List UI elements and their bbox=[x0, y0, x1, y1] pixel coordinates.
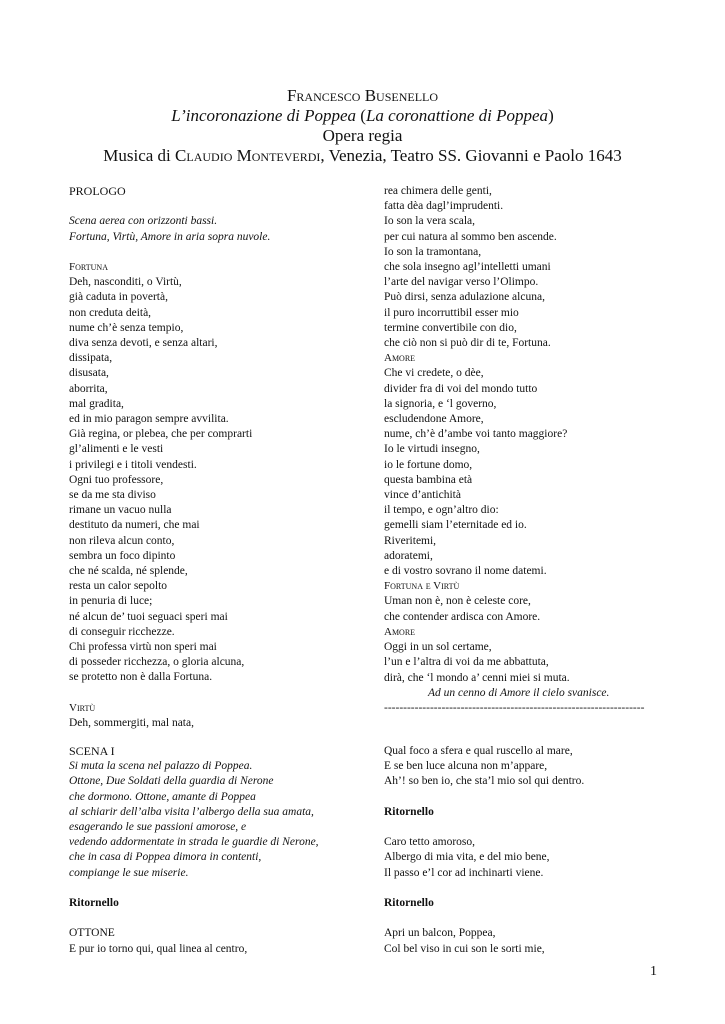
verse-line: il puro incorruttibil esser mio bbox=[384, 306, 519, 319]
stage-direction: Ad un cenno di Amore il cielo svanisce. bbox=[428, 686, 610, 699]
verse-line: il tempo, e ogn’altro dio: bbox=[384, 504, 499, 517]
verse-line: dissipata, bbox=[69, 352, 113, 365]
verse-line: Ottone, Due Soldati della guardia di Nerone bbox=[69, 775, 274, 788]
verse-line: questa bambina età bbox=[384, 473, 473, 486]
verse-line: nume ch’è senza tempio, bbox=[69, 321, 184, 334]
composer-name: Claudio Monteverdi bbox=[175, 146, 321, 165]
verse-line: rea chimera delle genti, bbox=[384, 185, 492, 197]
verse-line: aborrita, bbox=[69, 382, 108, 395]
author-line bbox=[0, 86, 725, 106]
ottone-verse-2 bbox=[384, 835, 674, 881]
verse-line: in penuria di luce; bbox=[69, 595, 153, 608]
verse-line: di posseder ricchezza, o gloria alcuna, bbox=[69, 656, 245, 669]
verse-line: Chi professa virtù non speri mai bbox=[69, 641, 217, 654]
author-first-name: Francesco bbox=[286, 86, 361, 105]
prologo-heading: PROLOGO bbox=[69, 184, 126, 198]
verse-line: ed in mio paragon sempre avvilita. bbox=[69, 413, 229, 426]
verse-line: Può dirsi, senza adulazione alcuna, bbox=[384, 291, 545, 304]
verse-line: Già regina, or plebea, che per comprarti bbox=[69, 428, 253, 441]
verse-line: al schiarir dell’alba visita l’albergo della sua amata, bbox=[69, 805, 314, 818]
verse-line: Deh, sommergiti, mal nata, bbox=[69, 717, 194, 730]
verse-line: compiange le sue miserie. bbox=[69, 866, 189, 879]
verse-line: di conseguir ricchezze. bbox=[69, 625, 175, 638]
verse-line: Apri un balcon, Poppea, bbox=[384, 927, 496, 940]
page-number: 1 bbox=[650, 964, 657, 979]
verse-line: non rileva alcun conto, bbox=[69, 534, 175, 547]
verse-line: rimane un vacuo nulla bbox=[69, 504, 172, 517]
verse-line: Si muta la scena nel palazzo di Poppea. bbox=[69, 760, 253, 773]
fortuna-verse bbox=[69, 275, 369, 685]
verse-line: divider fra di voi del mondo tutto bbox=[384, 382, 538, 395]
stage-direction: Scena aerea con orizzonti bassi. bbox=[69, 215, 218, 228]
verse-line: Albergo di mia vita, e del mio bene, bbox=[384, 851, 550, 864]
verse-line: E pur io torno qui, qual linea al centro, bbox=[69, 942, 248, 955]
verse-line: che né scalda, né splende, bbox=[69, 565, 188, 578]
verse-line: Uman non è, non è celeste core, bbox=[384, 595, 531, 608]
prologo-left-column bbox=[69, 184, 369, 731]
verse-line: che contender ardisca con Amore. bbox=[384, 610, 541, 623]
music-line bbox=[0, 146, 725, 166]
verse-line: non creduta deità, bbox=[69, 306, 152, 319]
speaker-name: OTTONE bbox=[69, 927, 115, 940]
ritornello-label: Ritornello bbox=[69, 897, 119, 910]
verse-line: che sola insegno agl’intelletti umani bbox=[384, 261, 551, 274]
verse-line: i privilegi e i titoli vendesti. bbox=[69, 458, 197, 471]
verse-line: gemelli siam l’eternitade ed io. bbox=[384, 519, 527, 532]
prologo-right-column bbox=[384, 184, 674, 716]
stage-direction: Fortuna, Virtù, Amore in aria sopra nuvole. bbox=[69, 230, 271, 243]
document-header bbox=[0, 86, 725, 166]
speaker-name: Amore bbox=[384, 352, 416, 365]
verse-line: Che vi credete, o dèe, bbox=[384, 367, 484, 380]
speaker-name: Virtù bbox=[69, 701, 96, 714]
speaker-name: Fortuna e Virtù bbox=[384, 580, 460, 593]
ottone-verse-3 bbox=[384, 926, 674, 956]
verse-line: resta un calor sepolto bbox=[69, 580, 168, 593]
verse-line: disusata, bbox=[69, 367, 109, 380]
verse-line: se protetto non è dalla Fortuna. bbox=[69, 671, 213, 684]
verse-line: Ah’! so ben io, che sta’l mio sol qui dentro. bbox=[384, 775, 585, 788]
ritornello-label: Ritornello bbox=[384, 896, 434, 909]
verse-line: vedendo addormentate in strada le guardie di Nerone, bbox=[69, 836, 319, 849]
speaker-name: Fortuna bbox=[69, 260, 108, 273]
title-line bbox=[0, 106, 725, 126]
verse-line: esagerando le sue passioni amorose, e bbox=[69, 821, 247, 834]
verse-line: Qual foco a sfera e qual ruscello al mare, bbox=[384, 745, 573, 757]
verse-line: né alcun de’ tuoi seguaci speri mai bbox=[69, 610, 228, 623]
music-prefix: Musica di bbox=[103, 146, 176, 165]
genre-line: Opera regia bbox=[322, 126, 403, 145]
opera-title: L’incoronazione di Poppea bbox=[171, 106, 357, 125]
title-paren-close: ) bbox=[548, 106, 554, 125]
amore-verse bbox=[384, 366, 674, 579]
virtu-verse bbox=[384, 184, 674, 351]
verse-line: Riveritemi, bbox=[384, 534, 437, 547]
music-suffix: , Venezia, Teatro SS. Giovanni e Paolo 1643 bbox=[320, 146, 622, 165]
verse-line: termine convertibile con dio, bbox=[384, 321, 517, 334]
verse-line: sembra un foco dipinto bbox=[69, 549, 176, 562]
verse-line: gl’alimenti e le vesti bbox=[69, 443, 164, 456]
verse-line: se da me sta diviso bbox=[69, 489, 156, 502]
verse-line: escludendone Amore, bbox=[384, 413, 484, 426]
verse-line: fatta dèa dagl’imprudenti. bbox=[384, 200, 504, 213]
opera-alt-title: La coronattione di Poppea bbox=[365, 106, 549, 125]
title-paren-open: ( bbox=[356, 106, 366, 125]
verse-line: E se ben luce alcuna non m’appare, bbox=[384, 760, 548, 773]
verse-line: già caduta in povertà, bbox=[69, 291, 168, 304]
section-divider: -------------------------------------------------------------------- bbox=[384, 701, 645, 714]
verse-line: dirà, che ‘l mondo a’ cenni miei si muta. bbox=[384, 671, 570, 684]
verse-line: Ogni tuo professore, bbox=[69, 473, 164, 486]
verse-line: nume, ch’è d’ambe voi tanto maggiore? bbox=[384, 428, 568, 441]
verse-line: vince d’antichità bbox=[384, 489, 461, 502]
verse-line: Io le virtudi insegno, bbox=[384, 443, 480, 456]
scena-stage-direction bbox=[69, 759, 369, 881]
scena-heading: SCENA I bbox=[69, 744, 115, 758]
verse-line: adoratemi, bbox=[384, 549, 433, 562]
verse-line: destituto da numeri, che mai bbox=[69, 519, 200, 532]
verse-line: Caro tetto amoroso, bbox=[384, 836, 476, 849]
verse-line: l’arte del navigar verso l’Olimpo. bbox=[384, 276, 539, 289]
scena1-left-column bbox=[69, 744, 369, 957]
verse-line: Col bel viso in cui son le sorti mie, bbox=[384, 942, 545, 955]
verse-line: per cui natura al sommo ben ascende. bbox=[384, 230, 557, 243]
amore-verse-2 bbox=[384, 640, 674, 686]
scena1-right-column bbox=[384, 744, 674, 957]
verse-line: Io son la tramontana, bbox=[384, 245, 482, 258]
verse-line: Il passo e’l cor ad inchinarti viene. bbox=[384, 866, 544, 879]
verse-line: Oggi in un sol certame, bbox=[384, 641, 492, 654]
verse-line: che dormono. Ottone, amante di Poppea bbox=[69, 790, 256, 803]
verse-line: Deh, nasconditi, o Virtù, bbox=[69, 276, 182, 289]
speaker-name: Amore bbox=[384, 625, 416, 638]
ritornello-label: Ritornello bbox=[384, 805, 434, 818]
verse-line: e di vostro sovrano il nome datemi. bbox=[384, 565, 547, 578]
ottone-verse-1 bbox=[384, 744, 674, 790]
verse-line: la signoria, e ‘l governo, bbox=[384, 397, 497, 410]
verse-line: che in casa di Poppea dimora in contenti, bbox=[69, 851, 262, 864]
verse-line: mal gradita, bbox=[69, 397, 124, 410]
author-last-name: Busenello bbox=[364, 86, 439, 105]
verse-line: io le fortune domo, bbox=[384, 458, 473, 471]
verse-line: Io son la vera scala, bbox=[384, 215, 476, 228]
verse-line: che ciò non si può dir di te, Fortuna. bbox=[384, 337, 551, 350]
verse-line: diva senza devoti, e senza altari, bbox=[69, 337, 218, 349]
verse-line: l’un e l’altra di voi da me abbattuta, bbox=[384, 656, 549, 669]
fortuna-virtu-verse bbox=[384, 594, 674, 624]
